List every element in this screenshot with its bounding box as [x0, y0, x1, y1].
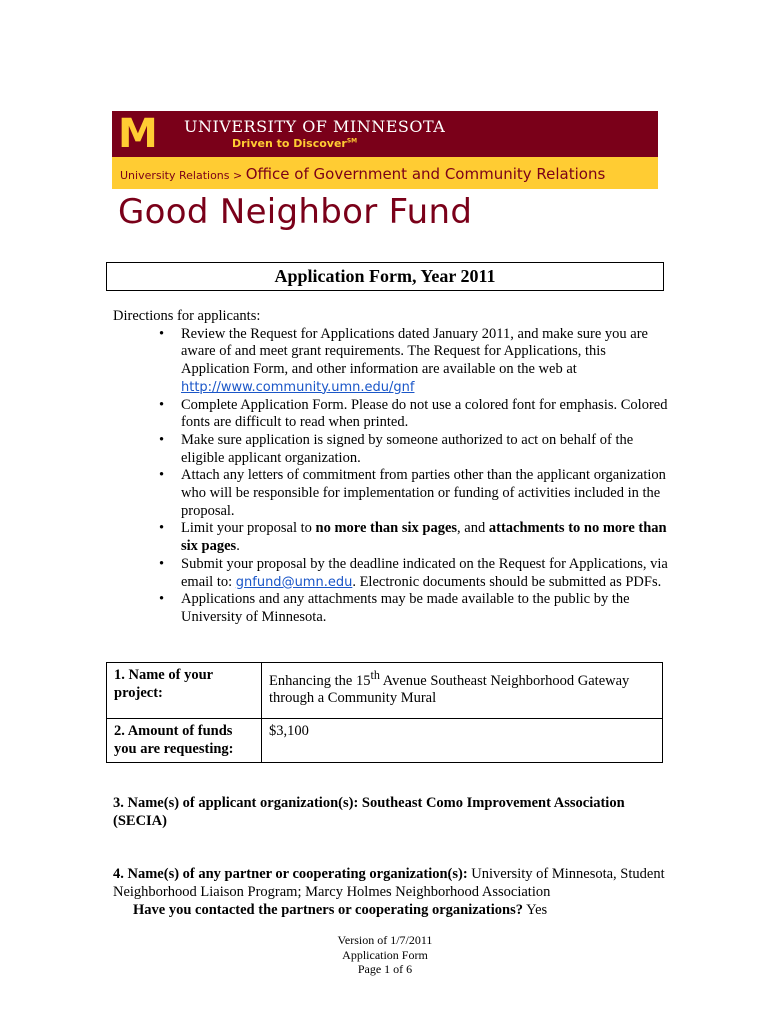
- directions-item-text: , and: [457, 520, 489, 537]
- applicant-organization: 3. Name(s) of applicant organization(s): Southeast Como Improvement Association (SECIA): [113, 795, 625, 829]
- bullet-icon: •: [159, 591, 165, 608]
- page-footer: [0, 933, 770, 977]
- table-row: [107, 663, 663, 719]
- directions-item-text: Applications and any attachments may be made available to the public by the University of Minnesota.: [181, 591, 630, 625]
- bullet-icon: •: [159, 520, 165, 537]
- directions-item: [113, 520, 673, 555]
- directions-item: [113, 556, 673, 591]
- university-name: UNIVERSITY OF MINNESOTA: [184, 117, 446, 136]
- funds-requested-label: 2. Amount of funds you are requesting:: [107, 719, 262, 763]
- table-row: [107, 719, 663, 763]
- project-name-value: [262, 663, 663, 719]
- page-limit-emphasis: no more than six pages: [315, 520, 458, 537]
- tagline-text: Driven to Discover: [232, 137, 347, 150]
- directions-item: [113, 591, 673, 626]
- email-link[interactable]: gnfund@umn.edu: [235, 574, 353, 590]
- directions-item-text: . Electronic documents should be submitted as PDFs.: [352, 573, 662, 590]
- breadcrumb-parent: University Relations: [120, 169, 230, 182]
- project-name-text: Enhancing the 15: [269, 672, 371, 689]
- partner-contact-answer: Yes: [522, 902, 548, 918]
- directions-item-text: .: [236, 538, 240, 555]
- directions-item: [113, 432, 673, 467]
- partner-label: 4. Name(s) of any partner or cooperating organization(s):: [113, 866, 468, 882]
- breadcrumb-current: Office of Government and Community Relations: [245, 165, 606, 183]
- bullet-icon: •: [159, 555, 165, 572]
- gnf-web-link[interactable]: http://www.community.umn.edu/gnf: [181, 379, 415, 395]
- tagline: [232, 137, 357, 150]
- directions-section: [113, 308, 673, 627]
- bullet-icon: •: [159, 467, 165, 484]
- directions-item-text: Review the Request for Applications dated January 2011, and make sure you are aware of and meet grant requirements. The Request for Applications, this Application Form, and other information are available on the web at: [181, 325, 648, 378]
- ordinal-suffix: th: [370, 668, 380, 682]
- directions-item-text: Submit your proposal by the deadline indicated on the Request for Applications, via email to:: [181, 555, 668, 590]
- form-title: Application Form, Year 2011: [106, 262, 664, 291]
- partner-contact-question: [113, 902, 547, 918]
- footer-document-name: Application Form: [342, 947, 428, 962]
- directions-item-text: Make sure application is signed by someone authorized to act on behalf of the eligible applicant organization.: [181, 431, 634, 466]
- directions-item-text: Complete Application Form. Please do not use a colored font for emphasis. Colored fonts are difficult to read when printed.: [181, 396, 668, 431]
- project-name-text: Avenue Southeast Neighborhood Gateway through a Community Mural: [269, 672, 630, 707]
- directions-item-text: Limit your proposal to: [181, 520, 316, 537]
- university-logo-icon: M: [118, 111, 154, 157]
- partner-value: University of Minnesota, Student Neighborhood Liaison Program; Marcy Holmes Neighborhood Association: [113, 866, 665, 900]
- banner-maroon-bar: [112, 111, 658, 157]
- funds-requested-value: $3,100: [262, 719, 663, 763]
- tagline-mark: SM: [346, 137, 358, 145]
- breadcrumb-separator: >: [229, 169, 246, 182]
- fund-title: Good Neighbor Fund: [118, 192, 473, 232]
- directions-item: [113, 397, 673, 432]
- bullet-icon: •: [159, 325, 165, 342]
- header-banner: [112, 111, 658, 189]
- directions-heading: Directions for applicants:: [113, 308, 261, 324]
- breadcrumb: [120, 164, 605, 183]
- attachment-limit-emphasis: attachments to no more than six pages: [181, 520, 667, 555]
- bullet-icon: •: [159, 396, 165, 413]
- directions-item: [113, 467, 673, 520]
- project-info-table: [106, 662, 663, 763]
- footer-page-number: Page 1 of 6: [357, 962, 413, 976]
- directions-item: [113, 326, 673, 397]
- project-name-label: 1. Name of your project:: [107, 663, 262, 719]
- banner-gold-bar: [112, 157, 658, 189]
- footer-version: Version of 1/7/2011: [337, 933, 433, 947]
- partner-contact-label: Have you contacted the partners or cooperating organizations?: [133, 902, 523, 918]
- directions-list: [113, 326, 673, 627]
- bullet-icon: •: [159, 431, 165, 448]
- directions-item-text: Attach any letters of commitment from parties other than the applicant organization who will be responsible for implementation or funding of activities included in the proposal.: [181, 467, 666, 519]
- partner-organizations: [113, 865, 673, 919]
